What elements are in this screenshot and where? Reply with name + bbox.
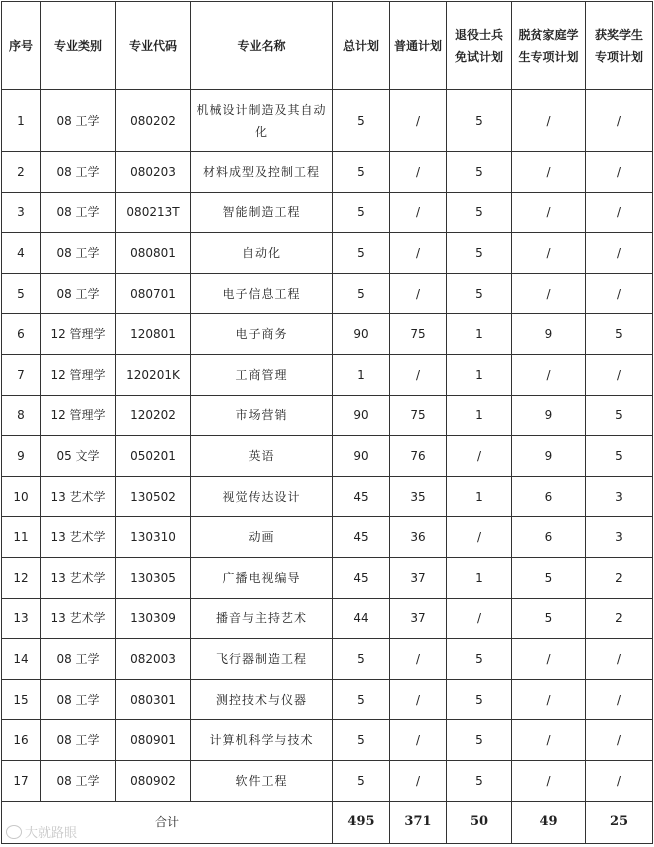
table-cell: 飞行器制造工程 — [191, 639, 333, 680]
column-header: 脱贫家庭学生专项计划 — [512, 2, 586, 90]
table-cell: 12 管理学 — [41, 354, 116, 395]
table-cell: 44 — [333, 598, 390, 639]
table-cell: 5 — [333, 639, 390, 680]
table-cell: 5 — [586, 314, 653, 355]
table-cell: 自动化 — [191, 233, 333, 274]
table-cell: 17 — [2, 760, 41, 801]
table-cell: 37 — [390, 557, 447, 598]
table-cell: 5 — [447, 152, 512, 193]
table-cell: 5 — [333, 760, 390, 801]
table-cell: / — [390, 152, 447, 193]
table-row — [2, 760, 653, 801]
table-cell: 080801 — [116, 233, 191, 274]
table-cell: / — [586, 152, 653, 193]
table-cell: 1 — [447, 314, 512, 355]
table-cell: / — [512, 720, 586, 761]
table-cell: 英语 — [191, 436, 333, 477]
table-cell: 35 — [390, 476, 447, 517]
table-row — [2, 314, 653, 355]
table-cell: / — [390, 233, 447, 274]
table-cell: 电子信息工程 — [191, 273, 333, 314]
table-cell: 080701 — [116, 273, 191, 314]
table-cell: 3 — [586, 517, 653, 558]
table-cell: / — [512, 760, 586, 801]
table-cell: 5 — [333, 273, 390, 314]
table-cell: 智能制造工程 — [191, 192, 333, 233]
table-row — [2, 436, 653, 477]
table-cell: 5 — [333, 192, 390, 233]
table-cell: 08 工学 — [41, 233, 116, 274]
table-cell: / — [586, 760, 653, 801]
table-cell: 08 工学 — [41, 192, 116, 233]
table-cell: 080902 — [116, 760, 191, 801]
table-cell: 2 — [2, 152, 41, 193]
table-cell: 130310 — [116, 517, 191, 558]
table-cell: 1 — [447, 557, 512, 598]
table-cell: 播音与主持艺术 — [191, 598, 333, 639]
total-value: 371 — [390, 801, 447, 843]
table-row — [2, 639, 653, 680]
table-row — [2, 557, 653, 598]
table-cell: 1 — [333, 354, 390, 395]
table-cell: 5 — [512, 557, 586, 598]
table-cell: 16 — [2, 720, 41, 761]
table-cell: 5 — [586, 395, 653, 436]
table-cell: 12 管理学 — [41, 395, 116, 436]
table-cell: 6 — [512, 517, 586, 558]
table-cell: 2 — [586, 598, 653, 639]
table-cell: 5 — [447, 273, 512, 314]
table-row — [2, 273, 653, 314]
table-cell: 5 — [447, 233, 512, 274]
table-cell: 10 — [2, 476, 41, 517]
table-cell: 5 — [333, 679, 390, 720]
table-cell: 2 — [586, 557, 653, 598]
column-header: 总计划 — [333, 2, 390, 90]
table-cell: / — [586, 233, 653, 274]
table-row — [2, 720, 653, 761]
total-value: 50 — [447, 801, 512, 843]
table-cell: 13 艺术学 — [41, 557, 116, 598]
table-row — [2, 395, 653, 436]
table-row — [2, 354, 653, 395]
table-row — [2, 152, 653, 193]
table-cell: 6 — [512, 476, 586, 517]
table-cell: 130305 — [116, 557, 191, 598]
table-cell: 120801 — [116, 314, 191, 355]
table-cell: 测控技术与仪器 — [191, 679, 333, 720]
table-cell: 08 工学 — [41, 90, 116, 152]
table-cell: 13 艺术学 — [41, 598, 116, 639]
table-cell: 45 — [333, 517, 390, 558]
column-header: 退役士兵免试计划 — [447, 2, 512, 90]
table-cell: 08 工学 — [41, 639, 116, 680]
table-cell: / — [390, 720, 447, 761]
table-cell: 45 — [333, 476, 390, 517]
table-cell: 材料成型及控制工程 — [191, 152, 333, 193]
table-cell: 76 — [390, 436, 447, 477]
table-cell: 软件工程 — [191, 760, 333, 801]
table-cell: 080901 — [116, 720, 191, 761]
table-cell: 5 — [333, 720, 390, 761]
table-cell: / — [586, 354, 653, 395]
table-cell: 12 — [2, 557, 41, 598]
table-cell: 广播电视编导 — [191, 557, 333, 598]
table-cell: 08 工学 — [41, 679, 116, 720]
table-cell: 电子商务 — [191, 314, 333, 355]
table-row — [2, 192, 653, 233]
watermark — [6, 822, 77, 841]
column-header: 专业类别 — [41, 2, 116, 90]
table-cell: 1 — [447, 395, 512, 436]
table-cell: 5 — [333, 152, 390, 193]
table-cell: / — [390, 639, 447, 680]
table-cell: 08 工学 — [41, 152, 116, 193]
table-cell: 90 — [333, 436, 390, 477]
table-cell: / — [586, 90, 653, 152]
table-cell: 市场营销 — [191, 395, 333, 436]
table-cell: / — [512, 273, 586, 314]
table-cell: 6 — [2, 314, 41, 355]
table-cell: 5 — [447, 720, 512, 761]
table-cell: 1 — [447, 476, 512, 517]
table-cell: 7 — [2, 354, 41, 395]
table-cell: 9 — [2, 436, 41, 477]
table-cell: / — [390, 90, 447, 152]
table-cell: 75 — [390, 314, 447, 355]
table-row — [2, 233, 653, 274]
table-cell: / — [586, 639, 653, 680]
table-cell: 5 — [586, 436, 653, 477]
table-cell: / — [390, 679, 447, 720]
table-cell: 1 — [2, 90, 41, 152]
table-cell: 1 — [447, 354, 512, 395]
plan-table — [1, 1, 653, 844]
table-cell: / — [512, 354, 586, 395]
table-cell: 8 — [2, 395, 41, 436]
table-cell: 082003 — [116, 639, 191, 680]
table-cell: 5 — [333, 233, 390, 274]
table-cell: 工商管理 — [191, 354, 333, 395]
table-cell: 13 — [2, 598, 41, 639]
table-cell: / — [512, 152, 586, 193]
table-cell: 12 管理学 — [41, 314, 116, 355]
table-cell: / — [390, 760, 447, 801]
table-cell: 08 工学 — [41, 760, 116, 801]
table-cell: 5 — [447, 760, 512, 801]
total-row — [2, 801, 653, 843]
table-cell: 动画 — [191, 517, 333, 558]
table-cell: / — [586, 273, 653, 314]
table-cell: 4 — [2, 233, 41, 274]
table-row — [2, 598, 653, 639]
table-cell: / — [512, 90, 586, 152]
table-row — [2, 476, 653, 517]
table-cell: 90 — [333, 314, 390, 355]
table-cell: 机械设计制造及其自动化 — [191, 90, 333, 152]
column-header: 专业代码 — [116, 2, 191, 90]
table-cell: 5 — [447, 192, 512, 233]
table-cell: 5 — [2, 273, 41, 314]
table-cell: 37 — [390, 598, 447, 639]
table-row — [2, 679, 653, 720]
table-cell: 130502 — [116, 476, 191, 517]
table-cell: 36 — [390, 517, 447, 558]
table-cell: 5 — [447, 639, 512, 680]
table-cell: 9 — [512, 436, 586, 477]
table-cell: 13 艺术学 — [41, 476, 116, 517]
table-cell: 120202 — [116, 395, 191, 436]
column-header: 获奖学生专项计划 — [586, 2, 653, 90]
table-cell: / — [512, 233, 586, 274]
table-cell: 9 — [512, 314, 586, 355]
table-cell: 45 — [333, 557, 390, 598]
column-header: 专业名称 — [191, 2, 333, 90]
total-label: 合计 — [2, 801, 333, 843]
header-row — [2, 2, 653, 90]
total-value: 49 — [512, 801, 586, 843]
table-row — [2, 517, 653, 558]
table-cell: / — [586, 679, 653, 720]
table-cell: 5 — [512, 598, 586, 639]
table-cell: 080301 — [116, 679, 191, 720]
table-cell: 080202 — [116, 90, 191, 152]
table-cell: 90 — [333, 395, 390, 436]
table-cell: 视觉传达设计 — [191, 476, 333, 517]
table-cell: 11 — [2, 517, 41, 558]
table-cell: 14 — [2, 639, 41, 680]
table-cell: / — [586, 192, 653, 233]
table-cell: 13 艺术学 — [41, 517, 116, 558]
table-cell: 9 — [512, 395, 586, 436]
chat-bubble-icon — [6, 825, 22, 839]
table-cell: 5 — [447, 679, 512, 720]
table-cell: / — [390, 354, 447, 395]
total-value: 25 — [586, 801, 653, 843]
table-cell: / — [512, 192, 586, 233]
table-cell: / — [390, 192, 447, 233]
table-cell: 05 文学 — [41, 436, 116, 477]
table-cell: 120201K — [116, 354, 191, 395]
table-body — [2, 90, 653, 802]
table-cell: 080203 — [116, 152, 191, 193]
table-cell: 080213T — [116, 192, 191, 233]
table-cell: / — [586, 720, 653, 761]
table-cell: / — [447, 517, 512, 558]
table-cell: 5 — [333, 90, 390, 152]
table-cell: / — [447, 598, 512, 639]
table-cell: 5 — [447, 90, 512, 152]
table-cell: 计算机科学与技术 — [191, 720, 333, 761]
table-cell: 08 工学 — [41, 273, 116, 314]
table-cell: 130309 — [116, 598, 191, 639]
table-cell: 3 — [2, 192, 41, 233]
table-cell: 3 — [586, 476, 653, 517]
table-cell: 15 — [2, 679, 41, 720]
column-header: 序号 — [2, 2, 41, 90]
total-value: 495 — [333, 801, 390, 843]
column-header: 普通计划 — [390, 2, 447, 90]
table-row — [2, 90, 653, 152]
table-cell: 050201 — [116, 436, 191, 477]
watermark-text: 大就路眼 — [25, 826, 78, 841]
table-cell: / — [390, 273, 447, 314]
table-cell: 08 工学 — [41, 720, 116, 761]
table-cell: / — [512, 679, 586, 720]
table-cell: / — [447, 436, 512, 477]
table-cell: / — [512, 639, 586, 680]
table-cell: 75 — [390, 395, 447, 436]
